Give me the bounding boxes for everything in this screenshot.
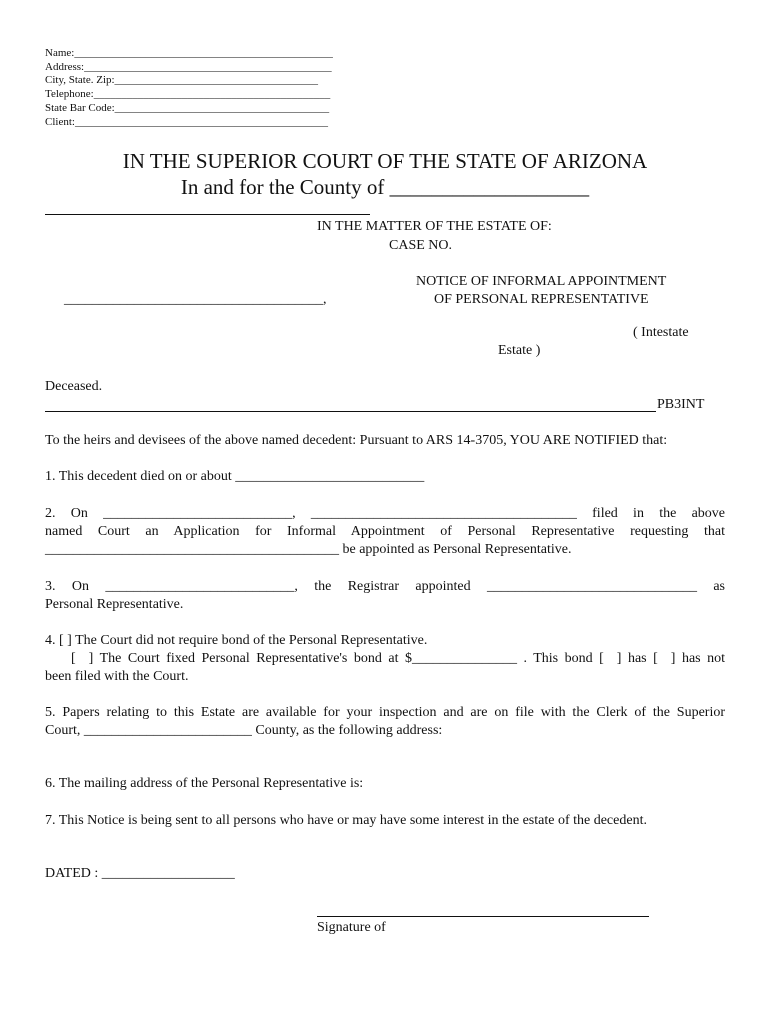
item-4-line-3: been filed with the Court. <box>45 669 189 684</box>
item-4 <box>45 632 725 686</box>
intestate-label-b: Estate ) <box>498 343 541 358</box>
intestate-label-a: ( Intestate <box>633 325 689 340</box>
county-title: In and for the County of ___________________ <box>180 175 590 199</box>
deceased-label: Deceased. <box>45 379 103 394</box>
attorney-info-block <box>45 47 333 129</box>
item-3-line-2: Personal Representative. <box>45 597 184 612</box>
item-1: 1. This decedent died on or about ___________________________ <box>45 469 425 484</box>
item-5 <box>45 704 725 740</box>
item-2-line-2: named Court an Application for Informal Appointment of Personal Representative requesting that <box>45 524 725 539</box>
attorney-city-line: City, State. Zip:_____________________________________ <box>45 74 319 87</box>
item-7: 7. This Notice is being sent to all persons who have or may have some interest in the estate of the decedent. <box>45 813 647 828</box>
attorney-name-line: Name:_______________________________________________ <box>45 47 333 59</box>
item-4-line-1: 4. [ ] The Court did not require bond of the Personal Representative. <box>45 633 428 648</box>
matter-heading: IN THE MATTER OF THE ESTATE OF: <box>317 219 552 234</box>
intro-paragraph: To the heirs and devisees of the above named decedent: Pursuant to ARS 14-3705, YOU ARE NOTIFIED that: <box>45 433 668 448</box>
case-number-label: CASE NO. <box>389 238 453 253</box>
item-4-line-2: [ ] The Court fixed Personal Representative's bond at $_______________ . This bond [ ] has [ ] has not <box>45 651 725 666</box>
form-code: PB3INT <box>657 397 705 412</box>
notice-title-line1: NOTICE OF INFORMAL APPOINTMENT <box>416 274 667 289</box>
item-5-line-2: Court, ________________________ County, as the following address: <box>45 723 443 738</box>
caption-bottom-rule <box>45 411 656 412</box>
dated-line: DATED : ___________________ <box>45 866 235 881</box>
attorney-address-line: Address:_____________________________________________ <box>45 60 332 73</box>
item-3-line-1: 3. On ___________________________, the Registrar appointed ______________________________ as <box>45 579 725 594</box>
notice-title-line2: OF PERSONAL REPRESENTATIVE <box>434 292 649 307</box>
caption-rule <box>45 214 370 215</box>
item-6: 6. The mailing address of the Personal Representative is: <box>45 776 364 791</box>
signature-rule <box>317 916 649 917</box>
item-2-line-1: 2. On ___________________________, ______________________________________ filed in the above <box>45 506 725 521</box>
estate-name-blank: _____________________________________, <box>64 292 327 307</box>
attorney-telephone-line: Telephone:___________________________________________ <box>45 88 331 101</box>
attorney-client-line: Client:______________________________________________ <box>45 115 328 128</box>
item-2-line-3: __________________________________________ be appointed as Personal Representative. <box>45 542 572 557</box>
item-5-line-1: 5. Papers relating to this Estate are available for your inspection and are on file with the Clerk of the Superior <box>45 705 725 720</box>
item-2 <box>45 505 725 559</box>
court-title: IN THE SUPERIOR COURT OF THE STATE OF ARIZONA <box>122 149 648 173</box>
attorney-bar-code-line: State Bar Code:_______________________________________ <box>45 101 330 114</box>
signature-label: Signature of <box>317 920 386 935</box>
item-3 <box>45 578 725 614</box>
